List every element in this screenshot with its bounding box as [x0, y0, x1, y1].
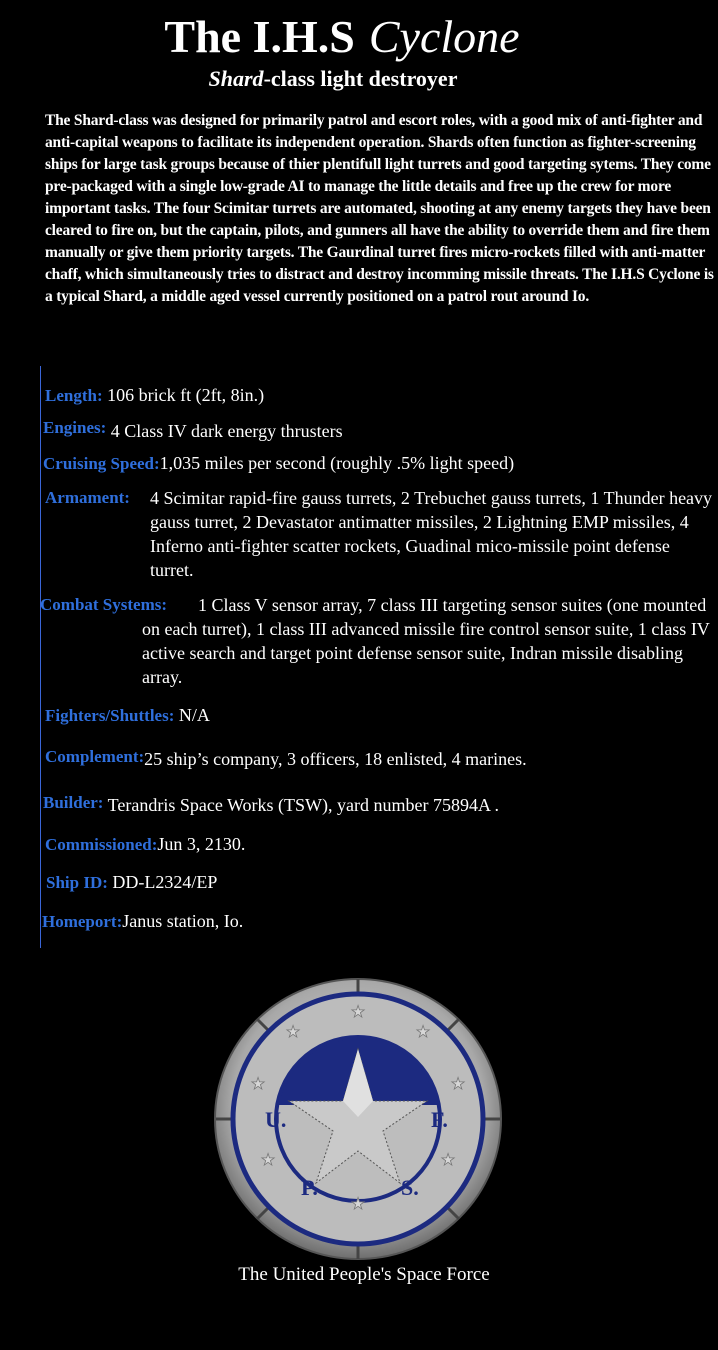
spec-fighters-shuttles	[45, 703, 210, 728]
spec-value: Janus station, Io.	[122, 911, 244, 931]
svg-text:★: ★	[450, 1074, 466, 1093]
spec-label: Commissioned:	[45, 835, 158, 854]
spec-value: 1,035 miles per second (roughly .5% light speed)	[159, 453, 515, 473]
spec-label: Ship ID:	[46, 873, 108, 892]
spec-armament	[45, 486, 715, 582]
spec-value: DD-L2324/EP	[112, 872, 218, 892]
subtitle-rest: -class light destroyer	[263, 66, 458, 91]
spec-builder	[43, 793, 499, 818]
svg-text:★: ★	[260, 1150, 276, 1169]
svg-text:★: ★	[415, 1022, 431, 1041]
subtitle-class: Shard	[208, 66, 264, 91]
svg-text:S.: S.	[401, 1175, 419, 1200]
spec-label: Complement:	[45, 747, 145, 766]
svg-text:F.: F.	[431, 1107, 448, 1132]
spec-value: 4 Scimitar rapid-fire gauss turrets, 2 Trebuchet gauss turrets, 1 Thunder heavy gauss turret, 2 Devastator antimatter missiles, 2 Lightning EMP missiles, 4 Inferno anti-fighter scatter rockets, Guadinal mico-missile point defense turret.	[150, 488, 713, 580]
title-prefix: The I.H.S	[164, 11, 355, 62]
spec-complement	[45, 747, 527, 772]
spec-value: 4 Class IV dark energy thrusters	[110, 421, 343, 441]
spec-value: 1 Class V sensor array, 7 class III targeting sensor suites (one mounted on each turret), 1 class III advanced missile fire control sensor suite, 1 class IV active search and target point defense sensor suite, Indran missile disabling array.	[142, 595, 710, 687]
spec-value: 25 ship’s company, 3 officers, 18 enlisted, 4 marines.	[144, 749, 527, 769]
footer-caption: The United People's Space Force	[238, 1264, 490, 1285]
page-subtitle	[0, 66, 666, 92]
svg-text:★: ★	[350, 1002, 366, 1021]
spec-value: Terandris Space Works (TSW), yard number 75894A .	[107, 795, 500, 815]
spec-label: Engines:	[43, 418, 107, 437]
spec-label: Fighters/Shuttles:	[45, 706, 175, 725]
spec-cruising-speed	[43, 451, 514, 476]
spec-value: N/A	[178, 705, 210, 725]
spec-homeport	[42, 909, 243, 934]
svg-text:★: ★	[285, 1022, 301, 1041]
svg-text:P.: P.	[301, 1175, 318, 1200]
spec-label: Cruising Speed:	[43, 454, 160, 473]
spec-label: Combat Systems:	[40, 595, 168, 614]
spec-ship-id	[46, 870, 217, 895]
spec-value: 106 brick ft (2ft, 8in.)	[107, 385, 265, 405]
title-ship-name: Cyclone	[368, 11, 520, 62]
intro-paragraph: The Shard-class was designed for primarily patrol and escort roles, with a good mix of anti-fighter and anti-capital weapons to facilitate its independent operation. Shards often function as fighter-screening ships for large task groups because of thier plentifull light turrets and good targeting sytems. They come pre-packaged with a single low-grade AI to manage the little details and free up the crew for more important tasks. The four Scimitar turrets are automated, shooting at any enemy targets they have been cleared to fire on, but the captain, pilots, and gunners all have the ability to override them and fire them manually or give them priority targets. The Gaurdinal turret fires micro-rockets filled with anti-matter chaff, which simultaneously tries to distract and destroy incomming missile threats. The I.H.S Cyclone is a typical Shard, a middle aged vessel currently positioned on a patrol rout around Io.	[45, 112, 714, 305]
svg-text:U.: U.	[265, 1107, 287, 1132]
spec-value: Jun 3, 2130.	[157, 834, 246, 854]
svg-text:★: ★	[440, 1150, 456, 1169]
spec-engines	[43, 419, 343, 444]
svg-text:★: ★	[350, 1194, 366, 1213]
spec-label: Length:	[45, 386, 103, 405]
upsf-emblem-icon	[213, 977, 503, 1262]
spec-commissioned	[45, 832, 245, 857]
spec-length	[45, 383, 264, 408]
spec-label: Homeport:	[42, 912, 123, 931]
page-title	[0, 10, 684, 63]
spec-combat-systems	[40, 593, 718, 689]
spec-label: Builder:	[43, 793, 104, 812]
spec-label: Armament:	[45, 488, 130, 507]
svg-text:★: ★	[250, 1074, 266, 1093]
